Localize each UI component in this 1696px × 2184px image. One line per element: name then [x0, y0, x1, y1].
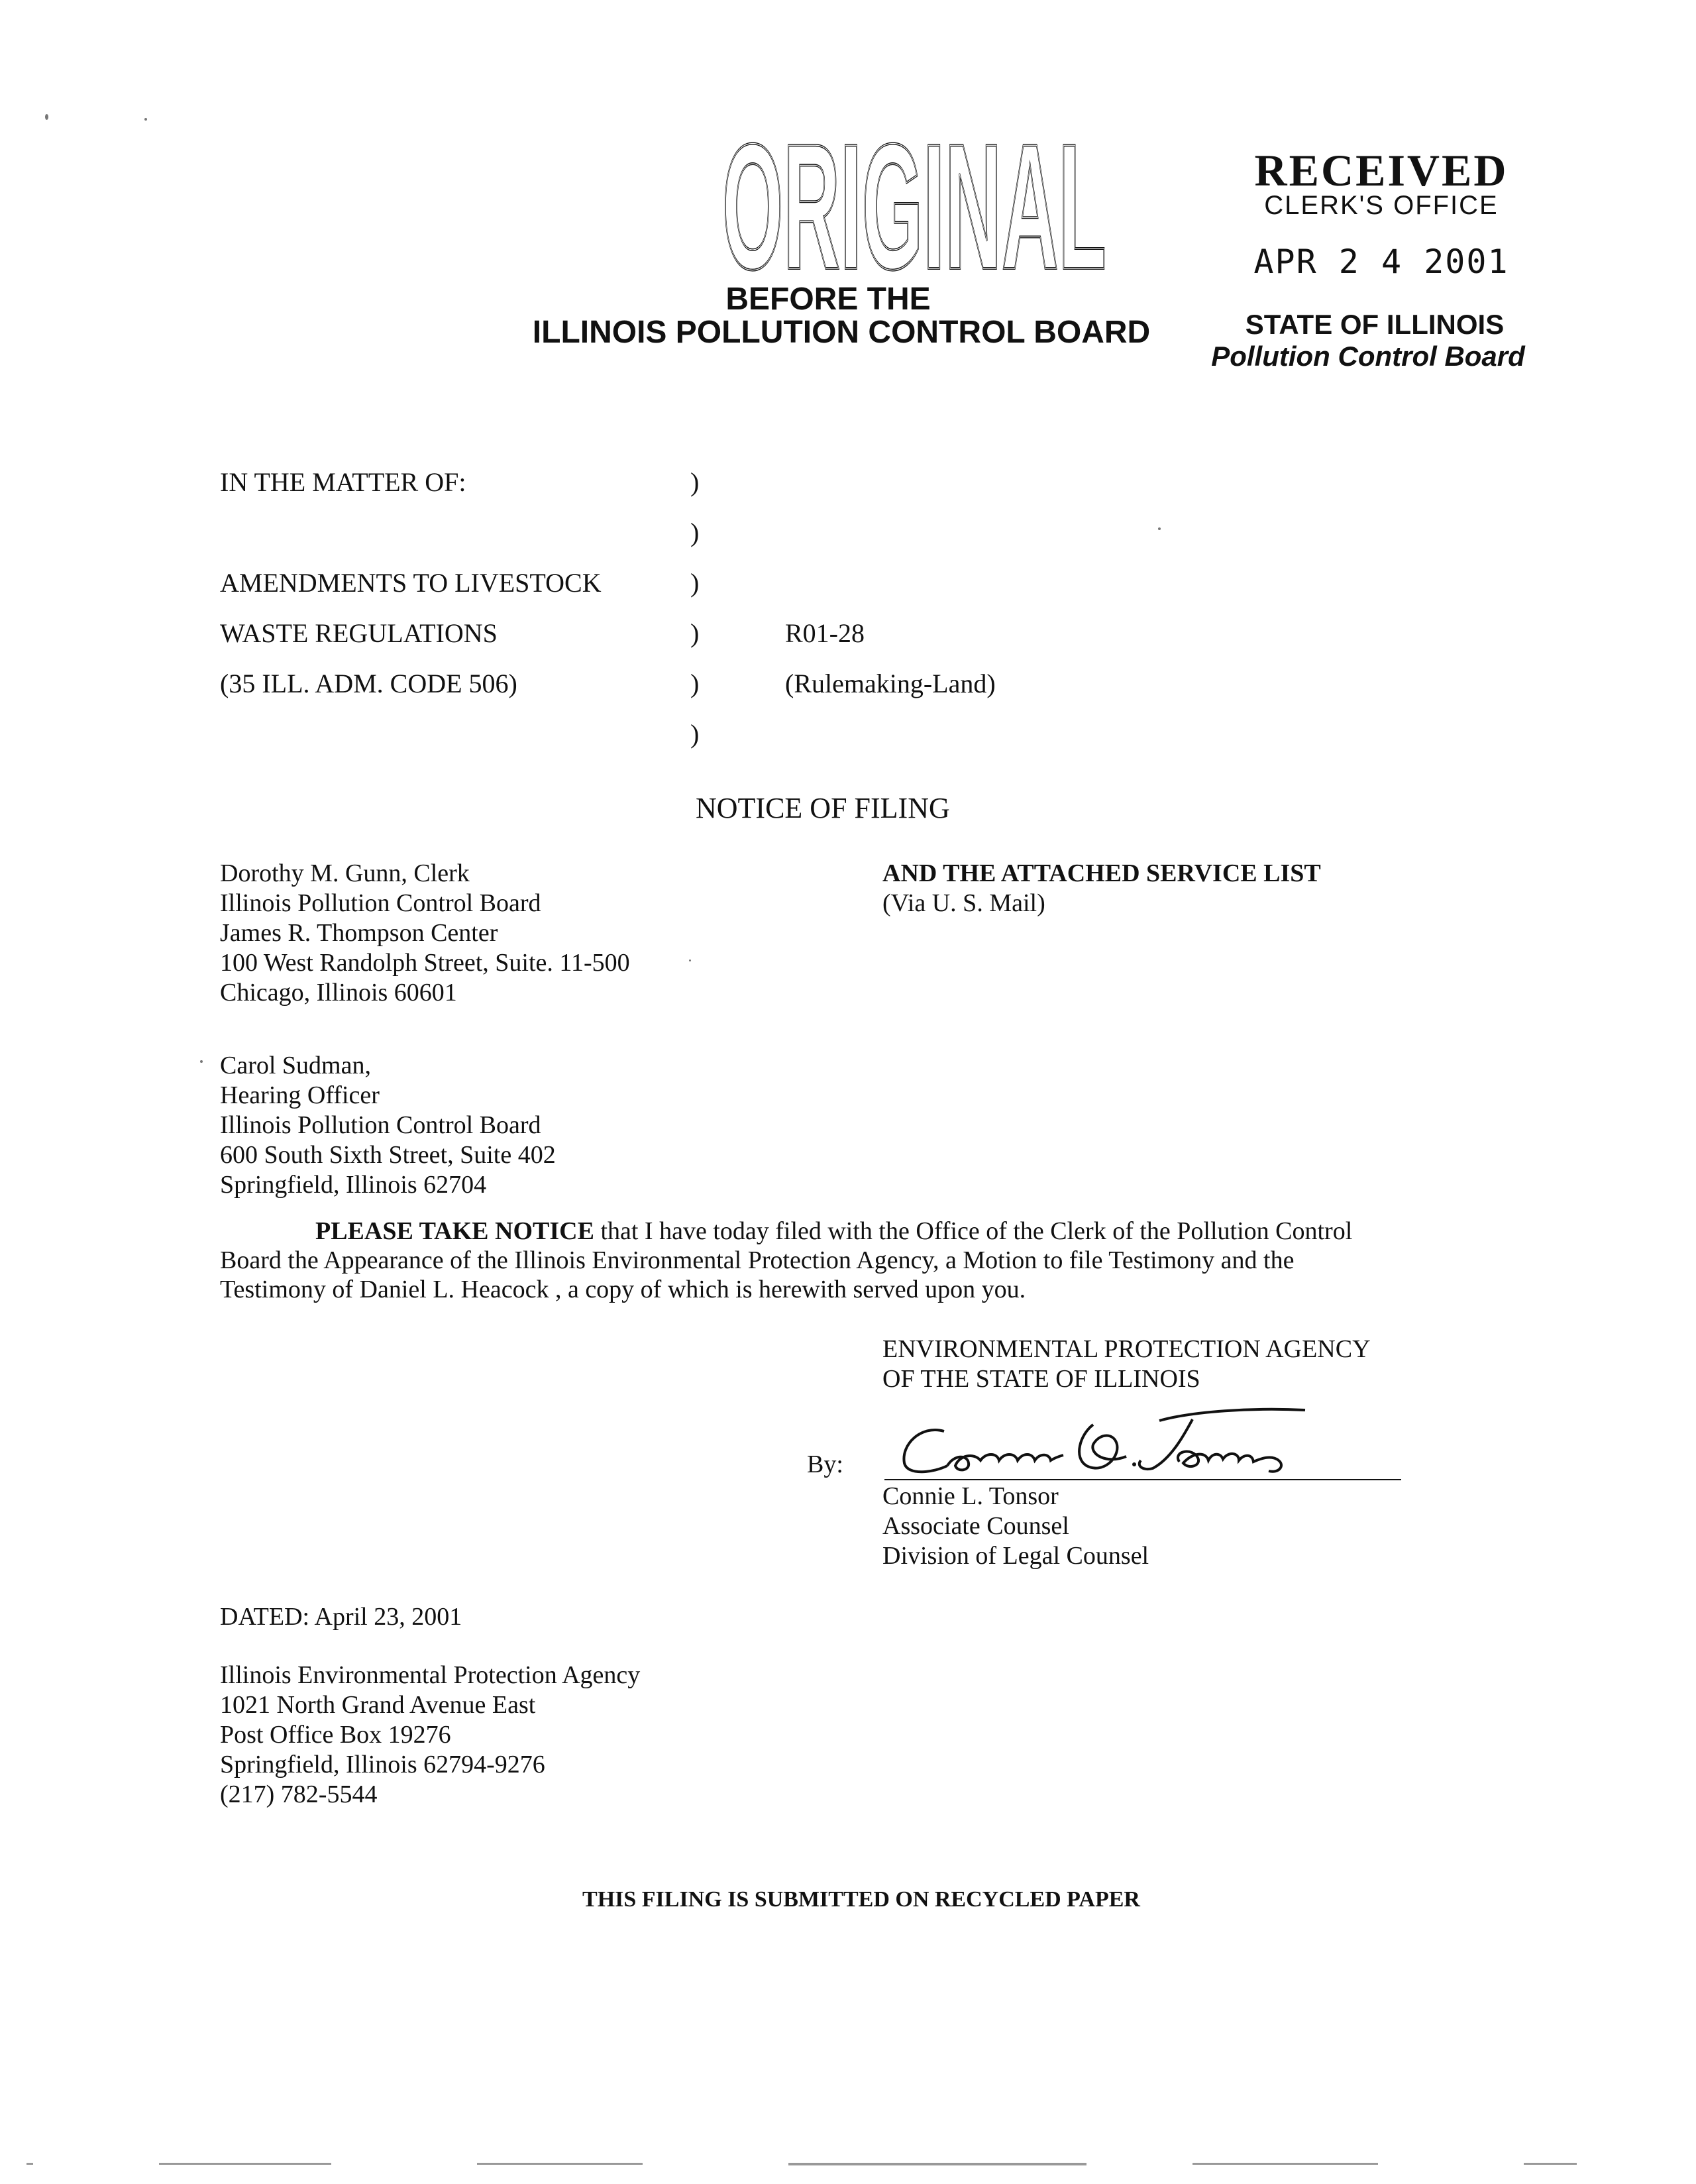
agency-block	[882, 1335, 1479, 1394]
heading-board-name: ILLINOIS POLLUTION CONTROL BOARD	[532, 315, 1151, 350]
caption-paren: )	[690, 719, 700, 749]
address-line: Illinois Environmental Protection Agency	[220, 1661, 641, 1689]
signature-line	[884, 1479, 1401, 1480]
notice-of-filing-title: NOTICE OF FILING	[696, 792, 950, 824]
address-line: Post Office Box 19276	[220, 1721, 451, 1749]
signer-block	[882, 1482, 1412, 1571]
address-line: Springfield, Illinois 62704	[220, 1171, 487, 1199]
caption-line: AMENDMENTS TO LIVESTOCK	[220, 568, 602, 598]
address-line: (217) 782-5544	[220, 1780, 378, 1808]
caption-paren: )	[690, 568, 700, 598]
case-caption	[220, 457, 684, 759]
caption-parentheses	[690, 457, 710, 759]
caption-line: (35 ILL. ADM. CODE 506)	[220, 669, 517, 698]
address-line: Illinois Pollution Control Board	[220, 889, 541, 917]
address-line: 600 South Sixth Street, Suite 402	[220, 1141, 556, 1169]
signer-division: Division of Legal Counsel	[882, 1542, 1149, 1570]
address-line: James R. Thompson Center	[220, 919, 498, 947]
recycled-paper-footer: THIS FILING IS SUBMITTED ON RECYCLED PAPER	[582, 1887, 1140, 1912]
notice-line-3: Testimony of Daniel L. Heacock , a copy of which is herewith served upon you.	[220, 1276, 1026, 1303]
original-stamp-graphic	[716, 99, 1113, 278]
case-type: (Rulemaking-Land)	[785, 669, 996, 698]
caption-paren: )	[690, 669, 700, 698]
caption-line: WASTE REGULATIONS	[220, 618, 498, 648]
signer-name: Connie L. Tonsor	[882, 1482, 1059, 1510]
case-number: R01-28	[785, 618, 865, 648]
address-line: 1021 North Grand Avenue East	[220, 1691, 536, 1719]
agency-address	[220, 1661, 816, 1810]
scan-speck	[689, 959, 691, 961]
signature-graphic	[881, 1392, 1411, 1484]
agency-line: OF THE STATE OF ILLINOIS	[882, 1365, 1200, 1393]
dated-line: DATED: April 23, 2001	[220, 1603, 462, 1631]
caption-line	[220, 508, 684, 558]
by-label: By:	[807, 1450, 843, 1478]
scan-speck	[144, 118, 147, 121]
original-stamp-inner-line: ORIGINAL	[722, 107, 1106, 278]
caption-paren: )	[690, 618, 700, 648]
scan-speck	[200, 1060, 203, 1063]
original-stamp-text: ORIGINAL	[722, 107, 1106, 278]
received-stamp-title: RECEIVED	[1254, 145, 1509, 195]
address-line: Springfield, Illinois 62794-9276	[220, 1751, 545, 1778]
notice-line-2: Board the Appearance of the Illinois Environmental Protection Agency, a Motion to file Testimony and the	[220, 1246, 1295, 1274]
address-line: 100 West Randolph Street, Suite. 11-500	[220, 949, 630, 977]
service-list-label: AND THE ATTACHED SERVICE LIST	[882, 859, 1321, 887]
case-identifier	[785, 608, 1249, 709]
service-list-note	[882, 859, 1479, 918]
caption-line	[220, 709, 684, 759]
address-line: Chicago, Illinois 60601	[220, 979, 457, 1007]
received-stamp-state: STATE OF ILLINOIS	[1245, 309, 1505, 340]
address-line: Hearing Officer	[220, 1081, 380, 1109]
original-stamp	[716, 99, 1113, 278]
agency-line: ENVIRONMENTAL PROTECTION AGENCY	[882, 1335, 1371, 1363]
address-line: Carol Sudman,	[220, 1052, 371, 1079]
caption-paren: )	[690, 518, 700, 547]
heading-before-the: BEFORE THE	[725, 282, 931, 317]
caption-line: IN THE MATTER OF:	[220, 467, 466, 497]
received-stamp-office: CLERK'S OFFICE	[1264, 191, 1499, 220]
address-line: Dorothy M. Gunn, Clerk	[220, 859, 470, 887]
received-stamp-board: Pollution Control Board	[1211, 341, 1525, 372]
hearing-officer-address	[220, 1051, 750, 1200]
received-stamp-date: APR 2 4 2001	[1253, 243, 1509, 281]
handwritten-signature	[881, 1392, 1411, 1484]
scan-speck	[45, 114, 48, 120]
notice-paragraph	[220, 1217, 1479, 1304]
notice-line-1	[220, 1217, 1479, 1246]
signer-title: Associate Counsel	[882, 1512, 1069, 1540]
caption-paren: )	[690, 467, 700, 497]
scan-speck	[1158, 527, 1161, 530]
notice-line-1-rest: that I have today filed with the Office of the Clerk of the Pollution Control	[594, 1217, 1353, 1245]
scan-edge-noise	[26, 2161, 1670, 2167]
notice-lead: PLEASE TAKE NOTICE	[315, 1217, 594, 1245]
address-line: Illinois Pollution Control Board	[220, 1111, 541, 1139]
clerk-address	[220, 859, 750, 1008]
delivery-method: (Via U. S. Mail)	[882, 889, 1045, 917]
